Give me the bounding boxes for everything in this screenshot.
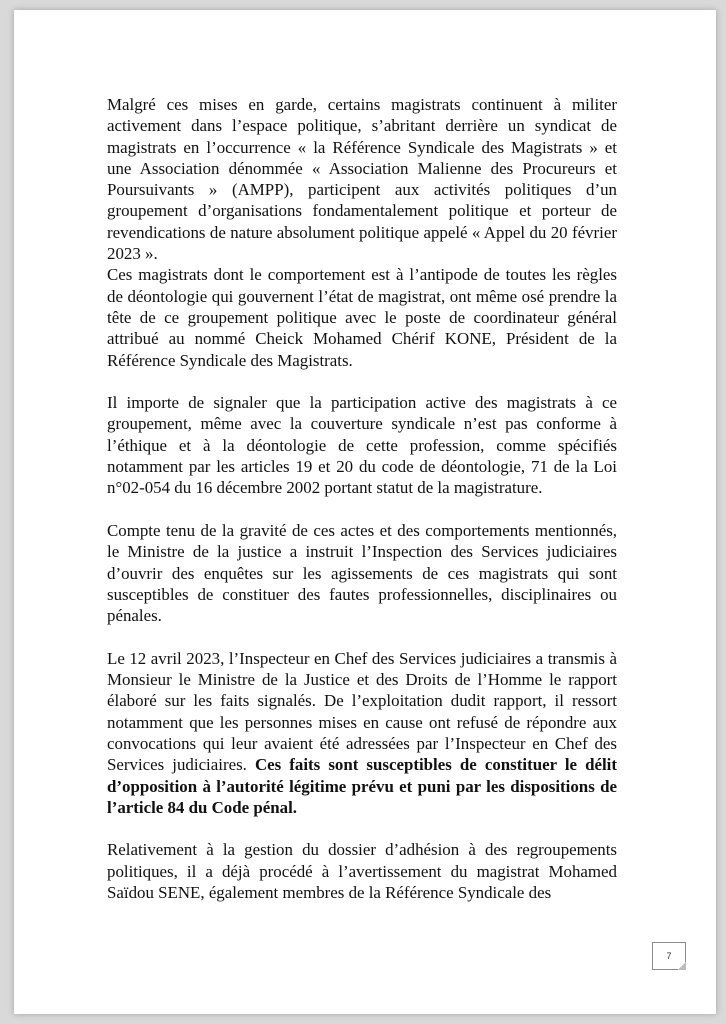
document-page xyxy=(14,10,716,1014)
document-body xyxy=(107,94,617,903)
paragraph-6 xyxy=(107,839,617,903)
paragraph-3-text: Il importe de signaler que la participation active des magistrats à ce groupement, même avec la couverture syndicale n’est pas conforme à l’éthique et à la déontologie de cette profession, comme spécifiés notamment par les articles 19 et 20 du code de déontologie, 71 de la Loi n°02-054 du 16 décembre 2002 portant statut de la magistrature. xyxy=(107,393,617,498)
paragraph-4 xyxy=(107,520,617,626)
paragraph-2-text: Ces magistrats dont le comportement est à l’antipode de toutes les règles de déontologie qui gouvernent l’état de magistrat, ont même osé prendre la tête de ce groupement politique avec le poste de coordinateur général attribué au nommé Cheick Mohamed Chérif KONE, Président de la Référence Syndicale des Magistrats. xyxy=(107,265,617,370)
paragraph-2 xyxy=(107,264,617,370)
page-number-label: 7 xyxy=(666,951,672,961)
paragraph-5 xyxy=(107,648,617,818)
paragraph-5-bold-text: Ces faits sont susceptibles de constituer le délit d’opposition à l’autorité légitime prévu et puni par les dispositions de l’article 84 du Code pénal. xyxy=(107,755,617,817)
paragraph-6-text: Relativement à la gestion du dossier d’adhésion à des regroupements politiques, il a déjà procédé à l’avertissement du magistrat Mohamed Saïdou SENE, également membres de la Référence Syndicale des xyxy=(107,840,617,902)
paragraph-1-text: Malgré ces mises en garde, certains magistrats continuent à militer activement dans l’espace politique, s’abritant derrière un syndicat de magistrats en l’occurrence « la Référence Syndicale des Magistrats » et une Association dénommée « Association Malienne des Procureurs et Poursuivants » (AMPP), participent aux activités politiques d’un groupement d’organisations fondamentalement politique et porteur de revendications de nature absolument politique appelé « Appel du 20 février 2023 ». xyxy=(107,95,617,264)
paragraph-3 xyxy=(107,392,617,498)
paragraph-5-text: Le 12 avril 2023, l’Inspecteur en Chef des Services judiciaires a transmis à Monsieur le Ministre de la Justice et des Droits de l’Homme le rapport élaboré sur les faits signalés. De l’exploitation dudit rapport, il ressort notamment que les personnes mises en cause ont refusé de répondre aux convocations qui leur avaient été adressées par l’Inspecteur en Chef des Services judiciaires. xyxy=(107,648,617,775)
page-number xyxy=(652,942,686,970)
paragraph-1 xyxy=(107,94,617,264)
paragraph-4-text: Compte tenu de la gravité de ces actes et des comportements mentionnés, le Ministre de la justice a instruit l’Inspection des Services judiciaires d’ouvrir des enquêtes sur les agissements de ces magistrats qui sont susceptibles de constituer des fautes professionnelles, disciplinaires ou pénales. xyxy=(107,520,617,626)
